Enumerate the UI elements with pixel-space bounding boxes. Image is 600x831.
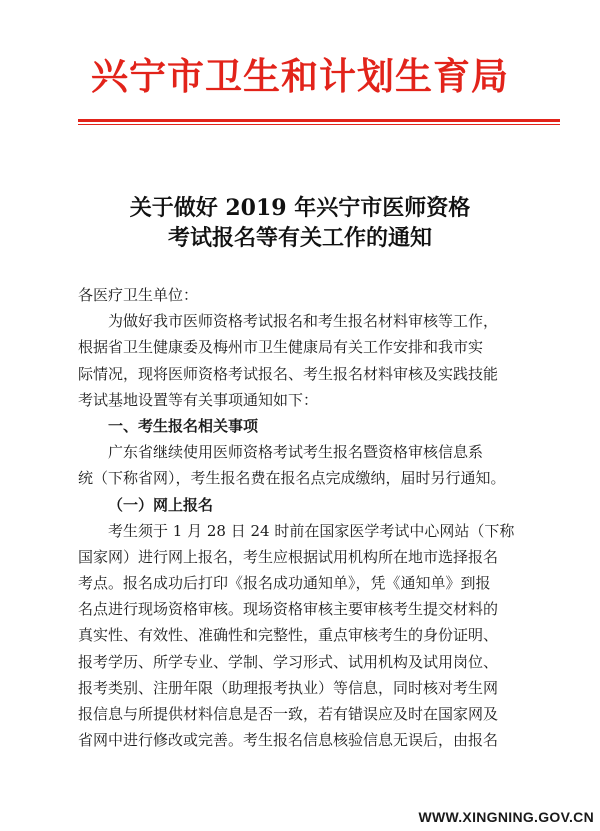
- site-watermark: WWW.XINGNING.GOV.CN: [418, 809, 594, 825]
- body-line: 为做好我市医师资格考试报名和考生报名材料审核等工作，: [108, 312, 499, 331]
- letterhead-red-rule-thin: [78, 124, 560, 125]
- letterhead-red-rule: [78, 119, 560, 122]
- body-line: 际情况，现将医师资格考试报名、考生报名材料审核及实践技能: [78, 364, 499, 383]
- body-line: 考试基地设置等有关事项通知如下：: [78, 390, 319, 409]
- body-line: 报考学历、所学专业、学制、学习形式、试用机构及试用岗位、: [78, 652, 499, 671]
- org-letterhead: 兴宁市卫生和计划生育局: [91, 55, 509, 98]
- body-line: 广东省继续使用医师资格考试考生报名暨资格审核信息系: [108, 443, 484, 462]
- body-line: 真实性、有效性、准确性和完整性，重点审核考生的身份证明、: [78, 626, 499, 645]
- section-heading: 一、考生报名相关事项: [108, 416, 259, 435]
- body-line: 国家网）进行网上报名，考生应根据试用机构所在地市选择报名: [78, 547, 499, 566]
- title-line-2: 考试报名等有关工作的通知: [167, 225, 432, 251]
- body-line: 省网中进行修改或完善。考生报名信息核验信息无误后，由报名: [78, 731, 499, 750]
- body-line: 报信息与所提供材料信息是否一致，若有错误应及时在国家网及: [78, 705, 499, 723]
- salutation: 各医疗卫生单位：: [78, 286, 199, 304]
- body-line: 根据省卫生健康委及梅州市卫生健康局有关工作安排和我市实: [78, 338, 484, 357]
- title-line-1: 关于做好 2019 年兴宁市医师资格: [129, 195, 471, 221]
- body-line: 考生须于 1 月 28 日 24 时前在国家医学考试中心网站（下称: [108, 521, 515, 540]
- body-line: 报考类别、注册年限（助理报考执业）等信息，同时核对考生网: [78, 678, 499, 697]
- document-title: [0, 193, 600, 253]
- body-line: 统（下称省网），考生报名费在报名点完成缴纳，届时另行通知。: [78, 469, 506, 488]
- document-body: [78, 282, 548, 753]
- body-line: 考点。报名成功后打印《报名成功通知单》，凭《通知单》到报: [78, 574, 491, 593]
- subsection-heading: （一）网上报名: [108, 495, 214, 514]
- body-line: 名点进行现场资格审核。现场资格审核主要审核考生提交材料的: [78, 600, 499, 619]
